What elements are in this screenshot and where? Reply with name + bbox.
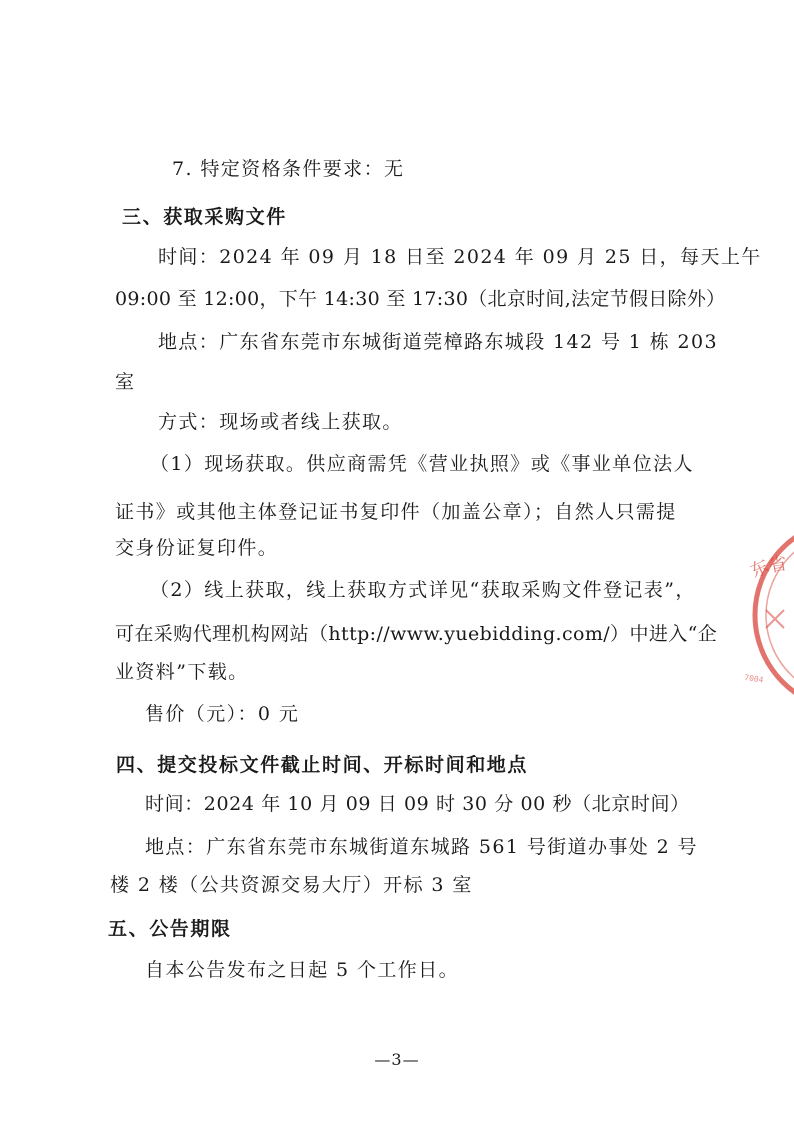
svg-text:东: 东 bbox=[747, 555, 773, 583]
section-3-price: 售价（元）：0 元 bbox=[145, 703, 300, 725]
item-7-requirements: 7. 特定资格条件要求：无 bbox=[172, 158, 405, 180]
section-4-location-line-1: 地点：广东省东莞市东城街道东城路 561 号街道办事处 2 号 bbox=[145, 836, 698, 858]
section-4-location-line-2: 楼 2 楼（公共资源交易大厅）开标 3 室 bbox=[110, 874, 473, 896]
section-3-onsite-line-1: （1）现场获取。供应商需凭《营业执照》或《事业单位法人 bbox=[150, 453, 694, 475]
section-3-online-line-3: 业资料”下载。 bbox=[115, 661, 249, 683]
section-3-location-line-1: 地点：广东省东莞市东城街道莞樟路东城段 142 号 1 栋 203 bbox=[158, 331, 719, 353]
section-3-location-line-2: 室 bbox=[115, 371, 136, 393]
section-3-heading: 三、获取采购文件 bbox=[122, 206, 287, 228]
section-3-online-line-1: （2）线上获取，线上获取方式详见“获取采购文件登记表”， bbox=[150, 579, 696, 601]
section-5-heading: 五、公告期限 bbox=[108, 918, 232, 940]
svg-text:省: 省 bbox=[767, 553, 789, 577]
section-3-time-line-1: 时间：2024 年 09 月 18 日至 2024 年 09 月 25 日，每天上午 bbox=[158, 246, 762, 268]
seal-stamp-icon bbox=[740, 520, 794, 700]
section-3-onsite-line-2: 证书》或其他主体登记证书复印件（加盖公章）；自然人只需提 bbox=[115, 501, 677, 523]
section-3-time-line-2: 09:00 至 12:00，下午 14:30 至 17:30（北京时间,法定节假日除外） bbox=[115, 288, 726, 310]
page-number: —3— bbox=[374, 1050, 420, 1069]
section-4-time: 时间：2024 年 10 月 09 日 09 时 30 分 00 秒（北京时间） bbox=[145, 793, 690, 815]
section-5-content: 自本公告发布之日起 5 个工作日。 bbox=[145, 959, 459, 981]
official-seal-partial bbox=[740, 520, 794, 700]
svg-text:7004: 7004 bbox=[743, 673, 765, 685]
section-3-onsite-line-3: 交身份证复印件。 bbox=[115, 537, 279, 559]
section-3-method: 方式：现场或者线上获取。 bbox=[158, 411, 403, 433]
section-4-heading: 四、提交投标文件截止时间、开标时间和地点 bbox=[116, 754, 529, 776]
section-3-online-line-2: 可在采购代理机构网站（http://www.yuebidding.com/）中进入“企 bbox=[115, 623, 718, 645]
